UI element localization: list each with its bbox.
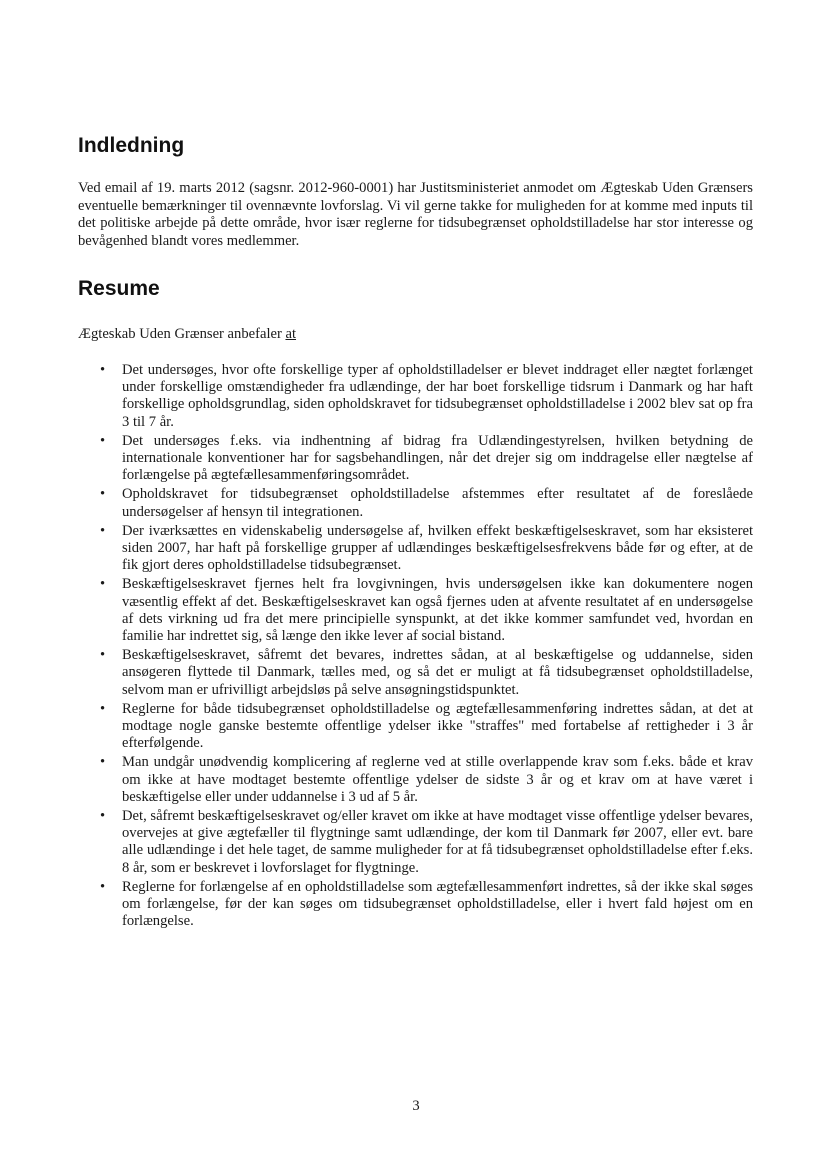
bullet-icon: • [100, 808, 106, 825]
list-item-text: Reglerne for både tidsubegrænset opholdstilladelse og ægtefællesammenføring indrettes sådan, at det at modtage nogle ganske bestemte offentlige ydelser ikke "straffes" med fortabelse af rettigheder i 3 år efterfølgende. [122, 700, 753, 752]
page-number: 3 [412, 1098, 420, 1114]
heading-indledning: Indledning [78, 134, 185, 157]
heading-resume: Resume [78, 277, 160, 300]
list-item [78, 362, 753, 431]
bullet-icon: • [100, 576, 106, 593]
resume-lead-underlined: at [285, 326, 297, 342]
list-item [78, 576, 753, 645]
bullet-icon: • [100, 432, 106, 449]
list-item-text: Beskæftigelseskravet fjernes helt fra lovgivningen, hvis undersøgelsen ikke kan dokumentere nogen væsentlig effekt af det. Beskæftigelseskravet kan også fjernes uden at afvente resultatet af en undersøgelse af dets virkning ud fra det mere principielle synspunkt, at det ikke kommer samfundet ved, hvordan en familie har indrettet sig, så længe den ikke lever af social bistand. [122, 576, 753, 645]
list-item [78, 523, 753, 575]
list-item [78, 879, 753, 931]
resume-lead-text: Ægteskab Uden Grænser anbefaler [78, 326, 286, 342]
recommendation-list [78, 362, 753, 933]
list-item [78, 647, 753, 699]
list-item-text: Der iværksættes en videnskabelig undersøgelse af, hvilken effekt beskæftigelseskravet, som har eksisteret siden 2007, har haft på forskellige grupper af udlændinges beskæftigelsesfrekvens både før og efter, at de fik gjort deres opholdstilladelse tidsubegrænset. [122, 522, 753, 574]
list-item-text: Opholdskravet for tidsubegrænset opholdstilladelse afstemmes efter resultatet af de foreslåede undersøgelser af hensyn til integrationen. [122, 486, 753, 520]
list-item-text: Man undgår unødvendig komplicering af reglerne ved at stille overlappende krav som f.eks. både et krav om ikke at have modtaget bestemte offentlige ydelser de sidste 3 år og et krav om at have været i beskæftigelse eller under uddannelse i 3 ud af 5 år. [122, 754, 753, 805]
bullet-icon: • [100, 522, 106, 539]
list-item [78, 486, 753, 520]
list-item [78, 754, 753, 806]
resume-lead [78, 326, 753, 344]
bullet-icon: • [100, 486, 106, 503]
list-item-text: Det, såfremt beskæftigelseskravet og/eller kravet om ikke at have modtaget visse offentlige ydelser bevares, overvejes at give ægtefæller til flygtninge samt udlændinge, der kom til Danmark før 2007, eller evt. bare alle udlændinge i det hele taget, de samme muligheder for at få tidsubegrænset opholdstilladelse efter f.eks. 8 år, som er beskrevet i lovforslaget for flygtninge. [122, 808, 753, 876]
list-item [78, 433, 753, 485]
bullet-icon: • [100, 700, 106, 717]
list-item-text: Reglerne for forlængelse af en opholdstilladelse som ægtefællesammenført indrettes, så der ikke skal søges om forlængelse, før der kan søges om tidsubegrænset opholdstilladelse, eller i hvert fald højest om en forlængelse. [122, 878, 753, 930]
list-item-text: Det undersøges f.eks. via indhentning af bidrag fra Udlændingestyrelsen, hvilken betydning de internationale konventioner har for sagsbehandlingen, når det drejer sig om inddragelse eller nægtelse af forlængelse på ægtefællesammenføringsområdet. [122, 432, 753, 484]
intro-paragraph: Ved email af 19. marts 2012 (sagsnr. 2012-960-0001) har Justitsministeriet anmodet om Ægteskab Uden Grænsers eventuelle bemærkninger til ovennævnte lovforslag. Vi vil gerne takke for muligheden for at komme med inputs til det politiske arbejde på dette område, hvor især reglerne for tidsubegrænset opholdstilladelse har stor interesse og bevågenhed blandt vores medlemmer. [78, 180, 753, 249]
list-item [78, 701, 753, 753]
bullet-icon: • [100, 647, 106, 664]
bullet-icon: • [100, 362, 106, 378]
list-item-text: Det undersøges, hvor ofte forskellige typer af opholdstilladelser er blevet inddraget eller nægtet forlænget under forskellige omstændigheder fra udlændinge, der har boet forskellige tidsrum i Danmark og har haft forskellige opholdsgrundlag, siden opholdskravet for tidsubegrænset opholdstilladelse i 2002 blev sat op fra 3 til 7 år. [122, 362, 753, 430]
bullet-icon: • [100, 878, 106, 895]
bullet-icon: • [100, 754, 106, 771]
list-item-text: Beskæftigelseskravet, såfremt det bevares, indrettes sådan, at al beskæftigelse og uddannelse, siden ansøgeren flyttede til Danmark, tælles med, og så det er muligt at få tidsubegrænset opholdstilladelse, selvom man er ufrivilligt arbejdsløs på selve ansøgningstidspunktet. [122, 647, 753, 698]
list-item [78, 808, 753, 877]
